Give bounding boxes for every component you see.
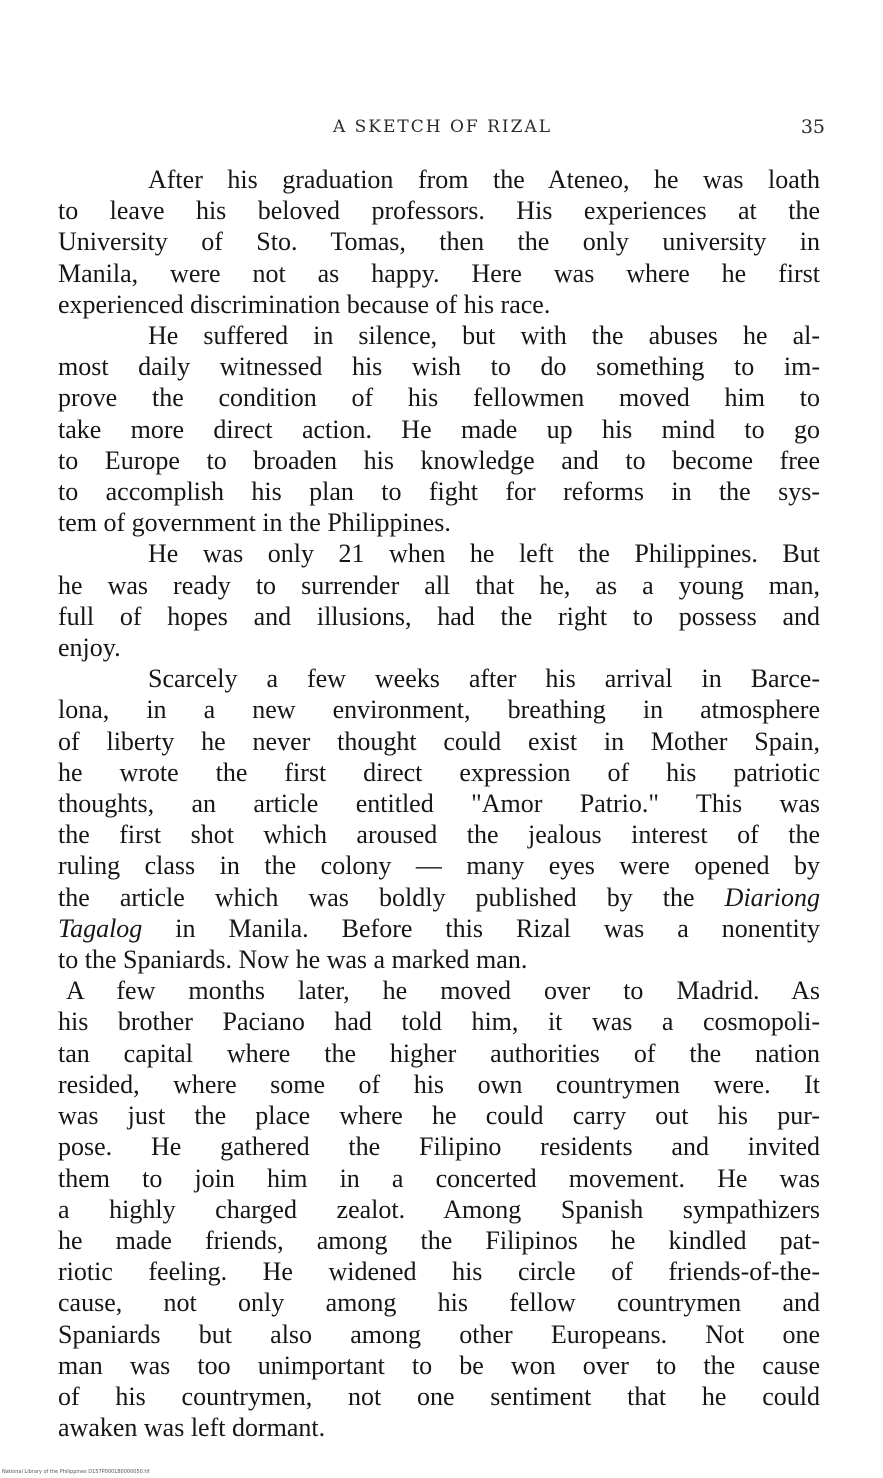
text-line: he was ready to surrender all that he, as a young man, [58, 570, 820, 600]
text-line: Manila, were not as happy. Here was where he first [58, 258, 820, 288]
source-footer-note: National Library of the Philippines D157P000180000050.tif [2, 1469, 150, 1475]
running-title: A SKETCH OF RIZAL [332, 117, 553, 137]
text-line: ruling class in the colony — many eyes were opened by [58, 851, 820, 881]
text-line: lona, in a new environment, breathing in atmosphere [58, 695, 820, 725]
text-line-with-italic [58, 882, 820, 913]
text-line: pose. He gathered the Filipino residents and invited [58, 1132, 820, 1162]
text-segment: in Manila. Before this Rizal was a nonentity [175, 913, 820, 943]
text-line: University of Sto. Tomas, then the only university in [58, 227, 820, 257]
text-line: tan capital where the higher authorities of the nation [58, 1038, 820, 1068]
text-line: them to join him in a concerted movement. He was [58, 1163, 820, 1193]
text-line: man was too unimportant to be won over to the cause [58, 1350, 820, 1380]
text-line: After his graduation from the Ateneo, he was loath [148, 165, 820, 194]
text-line: most daily witnessed his wish to do something to im- [58, 352, 820, 382]
text-line: of liberty he never thought could exist in Mother Spain, [58, 726, 820, 756]
page-number: 35 [800, 116, 825, 138]
text-line: full of hopes and illusions, had the right to possess and [58, 601, 820, 631]
text-line: was just the place where he could carry out his pur- [58, 1101, 820, 1131]
text-line: take more direct action. He made up his mind to go [58, 414, 820, 444]
text-line: enjoy. [58, 633, 121, 663]
text-line: prove the condition of his fellowmen moved him to [58, 383, 820, 413]
text-segment: the article which was boldly published by the [58, 882, 695, 912]
text-line: A few months later, he moved over to Madrid. As [66, 976, 820, 1006]
body-text [58, 164, 820, 1443]
text-line: cause, not only among his fellow countrymen and [58, 1288, 820, 1318]
text-line: to the Spaniards. Now he was a marked man. [58, 945, 528, 975]
text-line: to accomplish his plan to fight for reforms in the sys- [58, 477, 820, 507]
text-line: his brother Paciano had told him, it was a cosmopoli- [58, 1007, 820, 1037]
text-line: of his countrymen, not one sentiment that he could [58, 1381, 820, 1411]
text-line-with-italic [58, 913, 820, 944]
text-line: a highly charged zealot. Among Spanish sympathizers [58, 1194, 820, 1224]
text-line: thoughts, an article entitled "Amor Patrio." This was [58, 789, 820, 819]
text-line: to Europe to broaden his knowledge and to become free [58, 445, 820, 475]
italic-title: Tagalog [58, 913, 143, 943]
text-line: Spaniards but also among other Europeans. Not one [58, 1319, 820, 1349]
text-line: He was only 21 when he left the Philippines. But [148, 539, 820, 569]
text-line: tem of government in the Philippines. [58, 508, 451, 538]
text-line: resided, where some of his own countrymen were. It [58, 1069, 820, 1099]
text-line: to leave his beloved professors. His experiences at the [58, 196, 820, 226]
text-line: He suffered in silence, but with the abuses he al- [148, 321, 820, 351]
italic-title: Diariong [724, 882, 820, 912]
text-line: he made friends, among the Filipinos he kindled pat- [58, 1225, 820, 1255]
text-line: experienced discrimination because of his race. [58, 289, 551, 319]
text-line: Scarcely a few weeks after his arrival in Barce- [148, 664, 820, 694]
text-line: awaken was left dormant. [58, 1413, 326, 1443]
text-line: he wrote the first direct expression of his patriotic [58, 757, 820, 787]
text-line: the first shot which aroused the jealous interest of the [58, 820, 820, 850]
running-head [60, 112, 825, 142]
text-line: riotic feeling. He widened his circle of friends-of-the- [58, 1257, 820, 1287]
